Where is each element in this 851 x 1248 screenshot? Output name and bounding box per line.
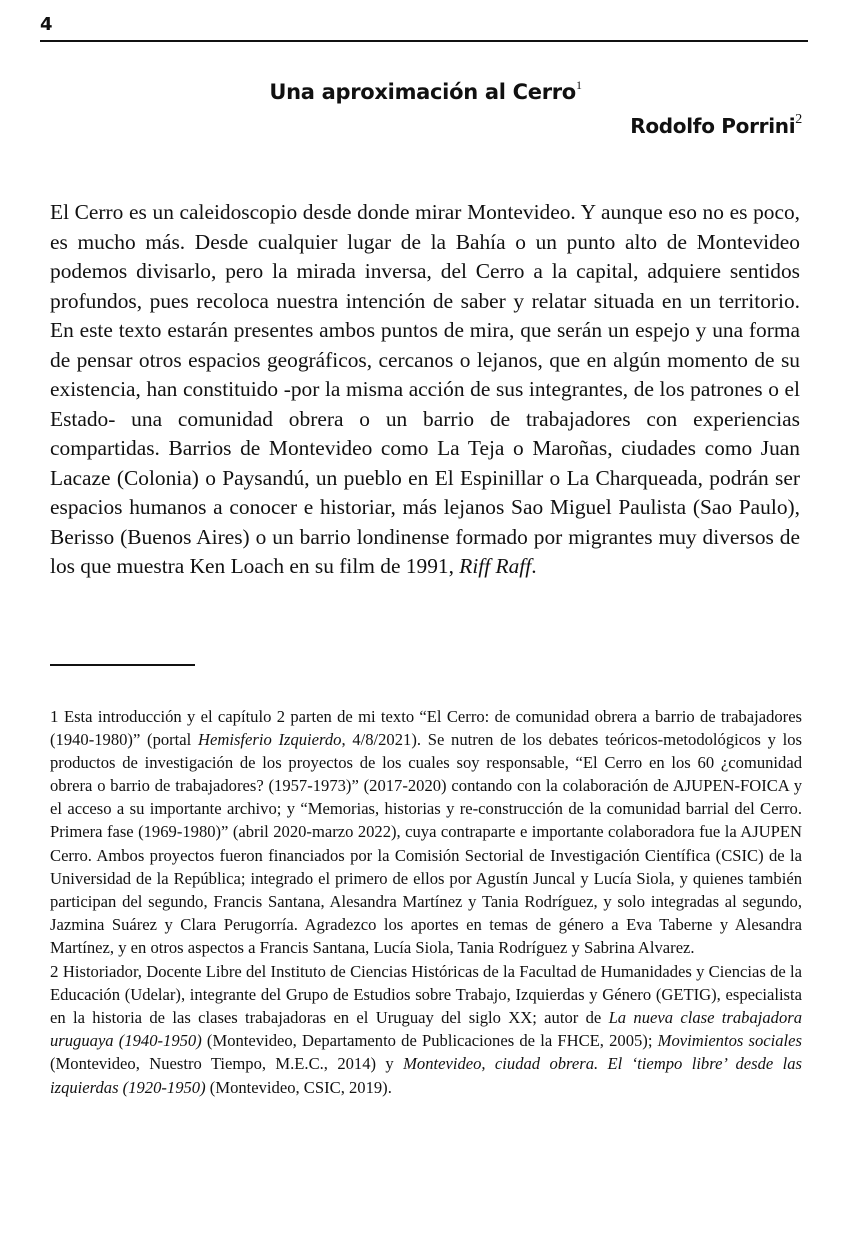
- footnote-text: (Montevideo, Nuestro Tiempo, M.E.C., 2014) y: [50, 1054, 404, 1074]
- footnote-2: [50, 960, 802, 1099]
- book-title: Montevideo, ciudad obrera. El ‘tiempo libre’ desde las izquierdas (1920-1950): [50, 1054, 803, 1097]
- author-footnote-ref[interactable]: 2: [795, 112, 802, 128]
- book-title: La nueva clase trabajadora uruguaya (1940-1950): [50, 1008, 802, 1051]
- footnote-number: 2: [50, 962, 59, 982]
- footnote-text: Esta introducción y el capítulo 2 parten de mi texto “El Cerro: de comunidad obrera a barrio de trabajadores (1940-1980)” (portal: [50, 707, 803, 750]
- portal-name: Hemisferio Izquierdo: [198, 730, 342, 750]
- header-rule: [40, 40, 808, 42]
- body-paragraph-text: [50, 198, 800, 582]
- body-end: .: [531, 554, 537, 578]
- body-text: El Cerro es un caleidoscopio desde donde mirar Montevideo. Y aunque eso no es poco, es mucho más. Desde cualquier lugar de la Bahía o un punto alto de Montevideo podemos divisarlo, pero la mirada inversa, del Cerro a la capital, adquiere sentidos profundos, pues recoloca nuestra intención de saber y relatar situada en un territorio. En este texto estarán presentes ambos puntos de mira, que serán un espejo y una forma de pensar otros espacios geográficos, cercanos o lejanos, que en algún momento de su existencia, han constituido -por la misma acción de sus integrantes, de los patrones o el Estado- una comunidad obrera o un barrio de trabajadores con experiencias compartidas. Barrios de Montevideo como La Teja o Maroñas, ciudades como Juan Lacaze (Colonia) o Paysandú, un pueblo en El Espinillar o La Charqueada, podrán ser espacios humanos a conocer e historiar, más lejanos Sao Miguel Paulista (Sao Paulo), Berisso (Buenos Aires) o un barrio londinense formado por migrantes muy diversos de los que muestra Ken Loach en su film de 1991,: [50, 200, 800, 578]
- footnotes: [50, 705, 802, 1100]
- author-name-text: Rodolfo Porrini: [630, 114, 796, 138]
- footnote-text: (Montevideo, Departamento de Publicaciones de la FHCE, 2005);: [201, 1031, 658, 1051]
- footnote-text: (Montevideo, CSIC, 2019).: [205, 1077, 392, 1097]
- footnote-separator: [50, 664, 195, 666]
- body-paragraph: [50, 198, 800, 582]
- footnote-text: Historiador, Docente Libre del Instituto de Ciencias Históricas de la Facultad de Humanidades y Ciencias de la Educación (Udelar), integrante del Grupo de Estudios sobre Trabajo, Izquierdas y Género (GETIG), especialista en la historia de las clases trabajadoras en el Uruguay del siglo XX; autor de: [50, 962, 803, 1028]
- author-name: [630, 114, 802, 138]
- footnote-number: 1: [50, 707, 59, 726]
- footnote-text: , 4/8/2021). Se nutren de los debates teóricos-metodológicos y los productos de investigación de los proyectos de los cuales soy responsable, “El Cerro en los 60 ¿comunidad obrera o barrio de trabajadores? (1957-1973)” (2017-2020) contando con la colaboración de AJUPEN-FOICA y el acceso a su importante archivo; y “Memorias, historias y re-construcción de la comunidad barrial del Cerro. Primera fase (1969-1980)” (abril 2020-marzo 2022), cuya contraparte e importante colaboradora fue la AJUPEN Cerro. Ambos proyectos fueron financiados por la Comisión Sectorial de Investigación Científica (CSIC) de la Universidad de la República; integrado el primero de ellos por Agustín Juncal y Lucía Siola, y quienes también participan del segundo, Francis Santana, Alesandra Martínez y Tania Rodríguez, y solo integradas al segundo, Jazmina Suárez y Clara Perugorría. Agradezco los aportes en temas de género a Eva Taberne y Alesandra Martínez, y en otros aspectos a Francis Santana, Lucía Siola, Tania Rodríguez y Sabrina Alvarez.: [50, 730, 802, 957]
- film-title: Riff Raff: [459, 554, 532, 578]
- footnote-1: [50, 705, 802, 959]
- title-footnote-ref[interactable]: 1: [575, 78, 582, 92]
- book-title: Movimientos sociales: [657, 1031, 802, 1051]
- chapter-title: [0, 80, 851, 104]
- page-number: 4: [40, 14, 53, 35]
- chapter-title-text: Una aproximación al Cerro: [269, 80, 576, 104]
